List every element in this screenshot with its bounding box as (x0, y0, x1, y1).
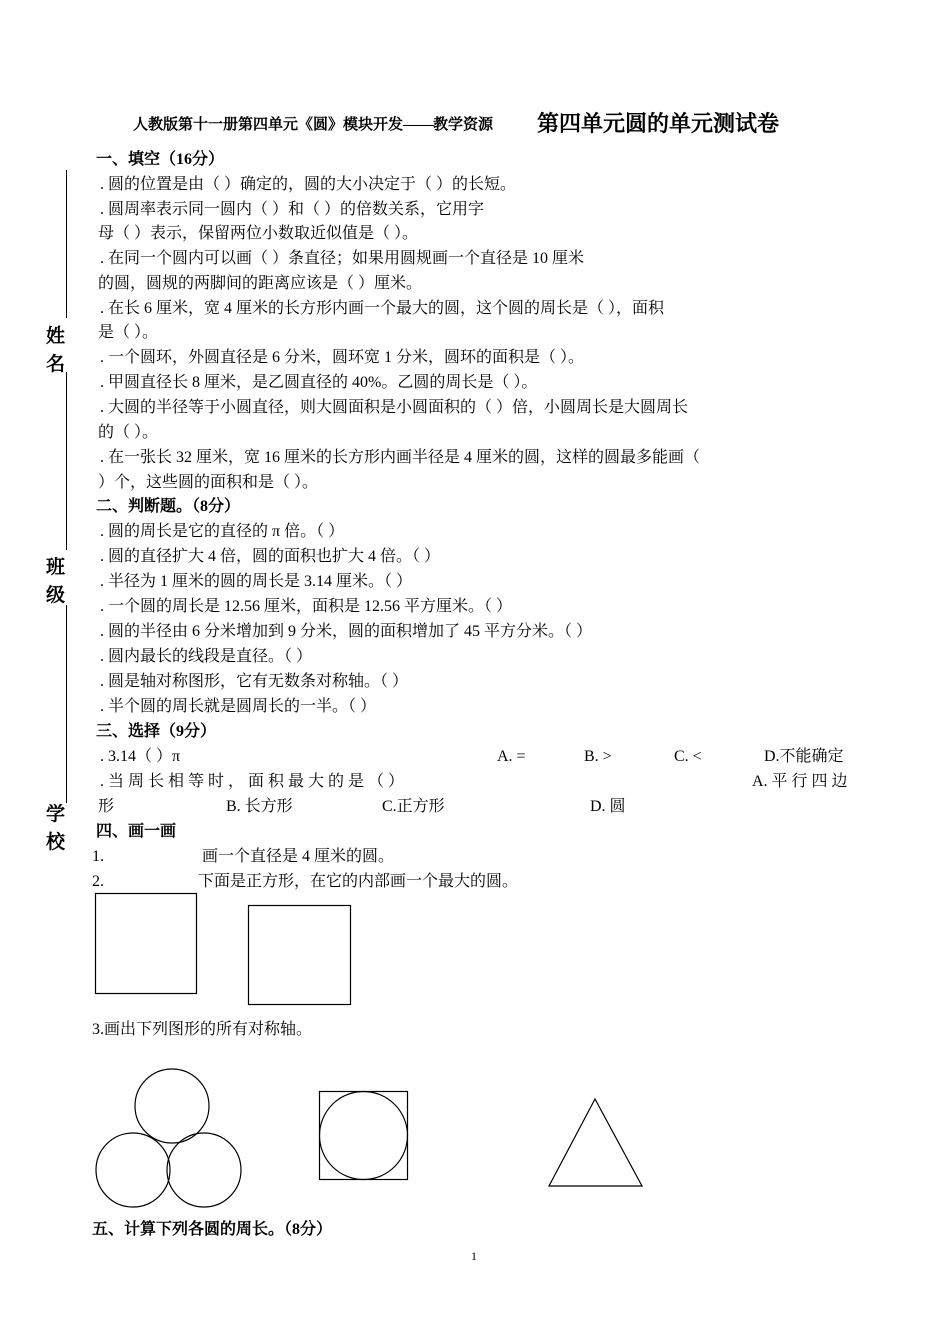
section1-line: 母（ ）表示，保留两位小数取近似值是（ ）。 (98, 225, 419, 242)
section1-line: 的（ ）。 (98, 424, 159, 441)
section2-line: . 圆的直径扩大 4 倍，圆的面积也扩大 4 倍。（ ） (100, 548, 441, 565)
section2-line: . 圆的周长是它的直径的 π 倍。（ ） (100, 523, 345, 540)
triangle-shape (549, 1099, 642, 1186)
section3-q1-option-b: B. > (584, 748, 612, 765)
section4-q1-text: 画一个直径是 4 厘米的圆。 (202, 848, 395, 865)
section4-heading: 四、画一画 (96, 823, 177, 840)
section1-line: . 一个圆环，外圆直径是 6 分米，圆环宽 1 分米，圆环的面积是（ ）。 (100, 349, 585, 366)
section1-line: . 大圆的半径等于小圆直径，则大圆面积是小圆面积的（ ）倍，小圆周长是大圆周长 (100, 399, 689, 416)
section1-line: . 甲圆直径长 8 厘米，是乙圆直径的 40%。乙圆的周长是（ ）。 (100, 374, 538, 391)
circle-shape (96, 1133, 170, 1207)
section3-q1-option-d: D.不能确定 (764, 748, 844, 765)
square-shape (249, 906, 351, 1005)
header-title-small: 人教版第十一册第四单元《圆》模块开发——教学资源 (133, 117, 494, 133)
section3-heading: 三、选择（9分） (96, 723, 217, 740)
section1-line: 的圆，圆规的两脚间的距离应该是（ ）厘米。 (98, 275, 423, 292)
square-shape (96, 894, 197, 994)
section2-line: . 圆是轴对称图形，它有无数条对称轴。（ ） (100, 673, 409, 690)
section3-q2-option-d: D. 圆 (590, 798, 626, 815)
section1-line: . 在同一个圆内可以画（ ）条直径；如果用圆规画一个直径是 10 厘米 (100, 250, 585, 267)
circle-shape (135, 1069, 209, 1143)
section3-q1-option-a: A. = (497, 748, 526, 765)
section3-q2-stem: . 当 周 长 相 等 时 ， 面 积 最 大 的 是 （ ） (100, 773, 405, 790)
header-title-big: 第四单元圆的单元测试卷 (537, 111, 780, 136)
section5-heading: 五、计算下列各圆的周长。（8分） (92, 1221, 333, 1238)
section3-q2-option-a-cont: 形 (98, 798, 115, 815)
section1-line: . 在一张长 32 厘米，宽 16 厘米的长方形内画半径是 4 厘米的圆，这样的圆最多能画（ (100, 449, 701, 466)
section1-line: ）个，这些圆的面积和是（ ）。 (98, 474, 319, 491)
class-label: 班级 (46, 556, 66, 606)
school-label: 学校 (46, 803, 66, 853)
section2-line: . 一个圆的周长是 12.56 厘米，面积是 12.56 平方厘米。（ ） (100, 598, 513, 615)
section1-line: . 圆的位置是由（ ）确定的，圆的大小决定于（ ）的长短。 (100, 176, 517, 193)
section3-q1-stem: . 3.14（ ）π (100, 748, 181, 765)
circle-shape (167, 1133, 241, 1207)
name-label: 姓名 (46, 325, 66, 375)
section2-line: . 圆的半径由 6 分米增加到 9 分米，圆的面积增加了 45 平方分米。（ ） (100, 623, 593, 640)
section3-q2-option-b: B. 长方形 (226, 798, 293, 815)
section1-line: . 圆周率表示同一圆内（ ）和（ ）的倍数关系，它用字 (100, 201, 485, 218)
section2-heading: 二、判断题。（8分） (96, 498, 241, 515)
section4-q2-number: 2. (92, 873, 104, 890)
inscribed-circle-shape (320, 1092, 408, 1180)
section3-q2-option-a: A. 平 行 四 边 (752, 773, 848, 790)
page-number: 1 (471, 1249, 477, 1263)
section1-heading: 一、填空（16分） (96, 151, 225, 168)
section1-line: 是（ ）。 (98, 324, 159, 341)
section2-line: . 半径为 1 厘米的圆的周长是 3.14 厘米。（ ） (100, 573, 413, 590)
section2-line: . 圆内最长的线段是直径。（ ） (100, 648, 313, 665)
section3-q2-option-c: C.正方形 (382, 798, 445, 815)
section4-q3-text: 3.画出下列图形的所有对称轴。 (92, 1021, 313, 1038)
section4-q1-number: 1. (92, 848, 104, 865)
section3-q1-option-c: C. < (674, 748, 702, 765)
section2-line: . 半个圆的周长就是圆周长的一半。（ ） (100, 698, 377, 715)
section4-q2-text: 下面是正方形，在它的内部画一个最大的圆。 (198, 873, 519, 890)
section1-line: . 在长 6 厘米，宽 4 厘米的长方形内画一个最大的圆，这个圆的周长是（ ），面积 (100, 300, 665, 317)
